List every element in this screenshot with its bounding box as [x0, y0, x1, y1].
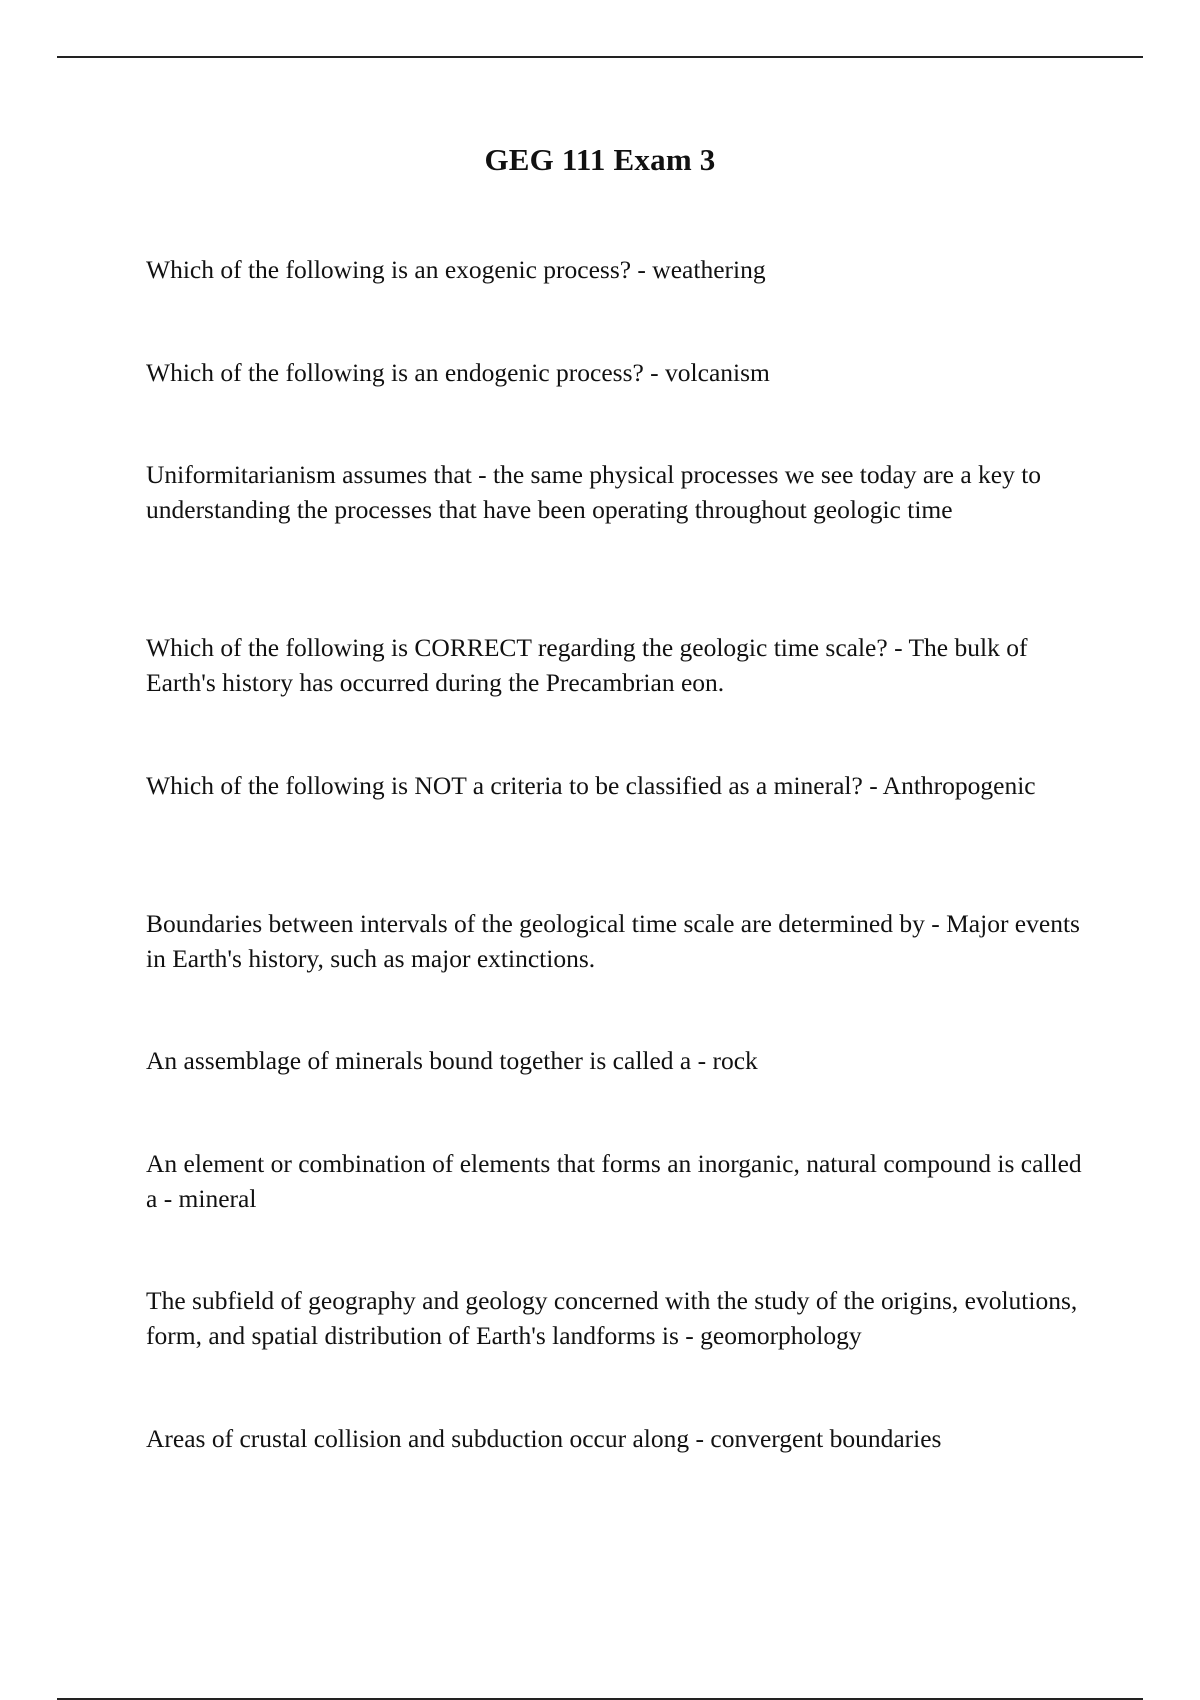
qa-item-2: Which of the following is an endogenic process? - volcanism [146, 358, 770, 387]
qa-item-5: Which of the following is NOT a criteria to be classified as a mineral? - Anthropogenic [146, 771, 1036, 800]
qa-item-10: Areas of crustal collision and subduction occur along - convergent boundaries [146, 1424, 942, 1453]
qa-item-7: An assemblage of minerals bound together is called a - rock [146, 1046, 758, 1075]
document-title: GEG 111 Exam 3 [484, 142, 716, 177]
qa-item-6: Boundaries between intervals of the geological time scale are determined by - Major events in Earth's history, such as major extinctions. [146, 909, 1080, 973]
qa-item-3: Uniformitarianism assumes that - the same physical processes we see today are a key to understanding the processes that have been operating throughout geologic time [146, 460, 1042, 524]
qa-item-1: Which of the following is an exogenic process? - weathering [146, 255, 766, 284]
qa-item-8: An element or combination of elements that forms an inorganic, natural compound is called a - mineral [146, 1149, 1082, 1213]
top-rule [57, 56, 1143, 58]
qa-item-9: The subfield of geography and geology concerned with the study of the origins, evolutions, form, and spatial distribution of Earth's landforms is - geomorphology [146, 1286, 1078, 1350]
qa-item-4: Which of the following is CORRECT regarding the geologic time scale? - The bulk of Earth's history has occurred during the Precambrian eon. [146, 633, 1028, 697]
